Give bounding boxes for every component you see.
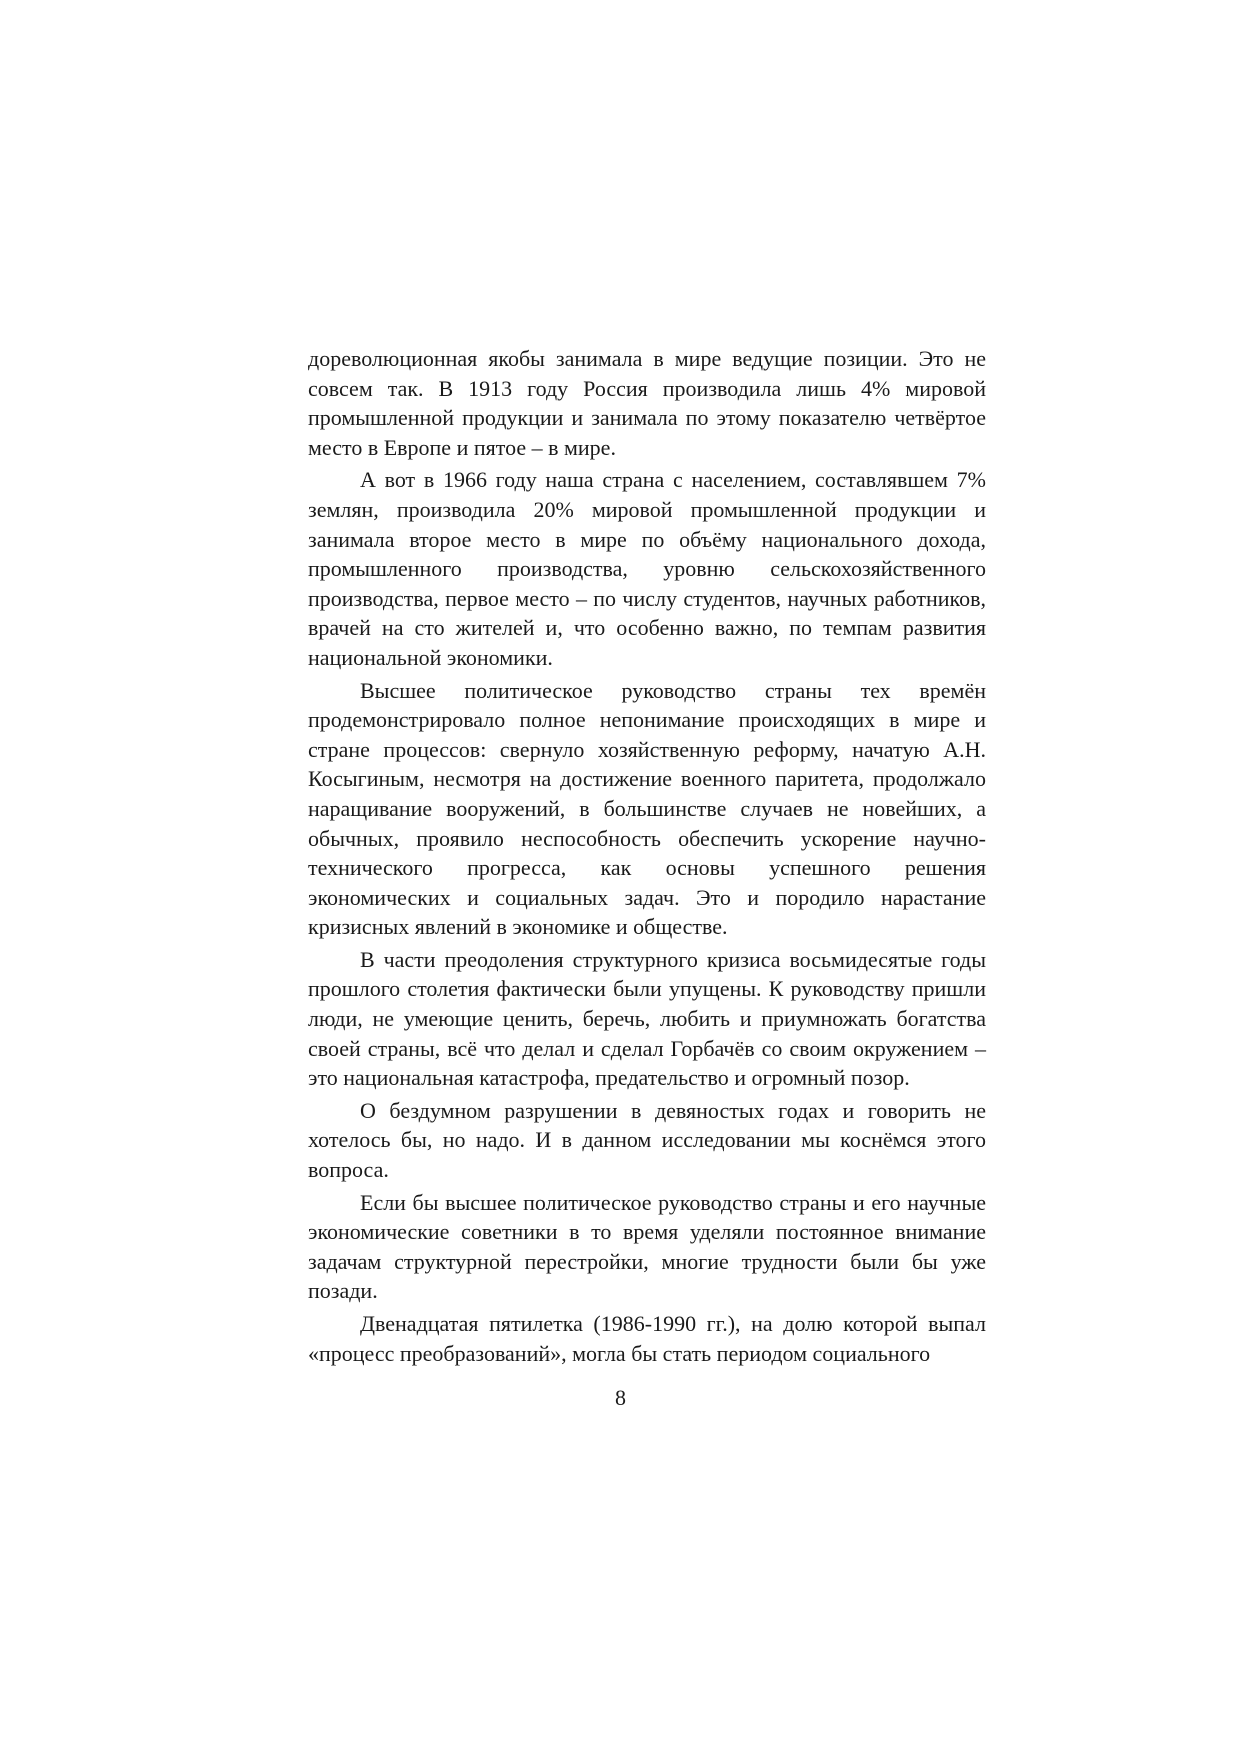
paragraph-7: Двенадцатая пятилетка (1986-1990 гг.), на долю которой выпал «процесс преобразований», могла бы стать периодом социального: [308, 1311, 986, 1366]
paragraph-4: В части преодоления структурного кризиса восьмидесятые годы прошлого столетия фактически были упущены. К руководству пришли люди, не умеющие ценить, беречь, любить и приумножать богатства своей страны, всё что делал и сделал Горбачёв со своим окружением – это национальная катастрофа, предательство и огромный позор.: [308, 946, 986, 1091]
paragraph-2: А вот в 1966 году наша страна с населением, составлявшем 7% землян, производила 20% мировой промышленной продукции и занимала второе место в мире по объёму национального дохода, промышленного производства, уровню сельскохозяйственного производства, первое место – по числу студентов, научных работников, врачей на сто жителей и, что особенно важно, по темпам развития национальной экономики.: [308, 467, 986, 670]
body-text: [308, 344, 986, 1371]
paragraph-3: Высшее политическое руководство страны тех времён продемонстрировало полное непонимание происходящих в мире и стране процессов: свернуло хозяйственную реформу, начатую А.Н. Косыгиным, несмотря на достижение военного паритета, продолжало наращивание вооружений, в большинстве случаев не новейших, а обычных, проявило неспособность обеспечить ускорение научно-технического прогресса, как основы успешного решения экономических и социальных задач. Это и породило нарастание кризисных явлений в экономике и обществе.: [308, 677, 986, 940]
paragraph-1: дореволюционная якобы занимала в мире ведущие позиции. Это не совсем так. В 1913 году Россия производила лишь 4% мировой промышленной продукции и занимала по этому показателю четвёртое место в Европе и пятое – в мире.: [308, 346, 986, 460]
paragraph-6: Если бы высшее политическое руководство страны и его научные экономические советники в то время уделяли постоянное внимание задачам структурной перестройки, многие трудности были бы уже позади.: [308, 1189, 986, 1304]
page-number: 8: [615, 1385, 626, 1410]
paragraph-5: О бездумном разрушении в девяностых годах и говорить не хотелось бы, но надо. И в данном исследовании мы коснёмся этого вопроса.: [308, 1097, 986, 1183]
